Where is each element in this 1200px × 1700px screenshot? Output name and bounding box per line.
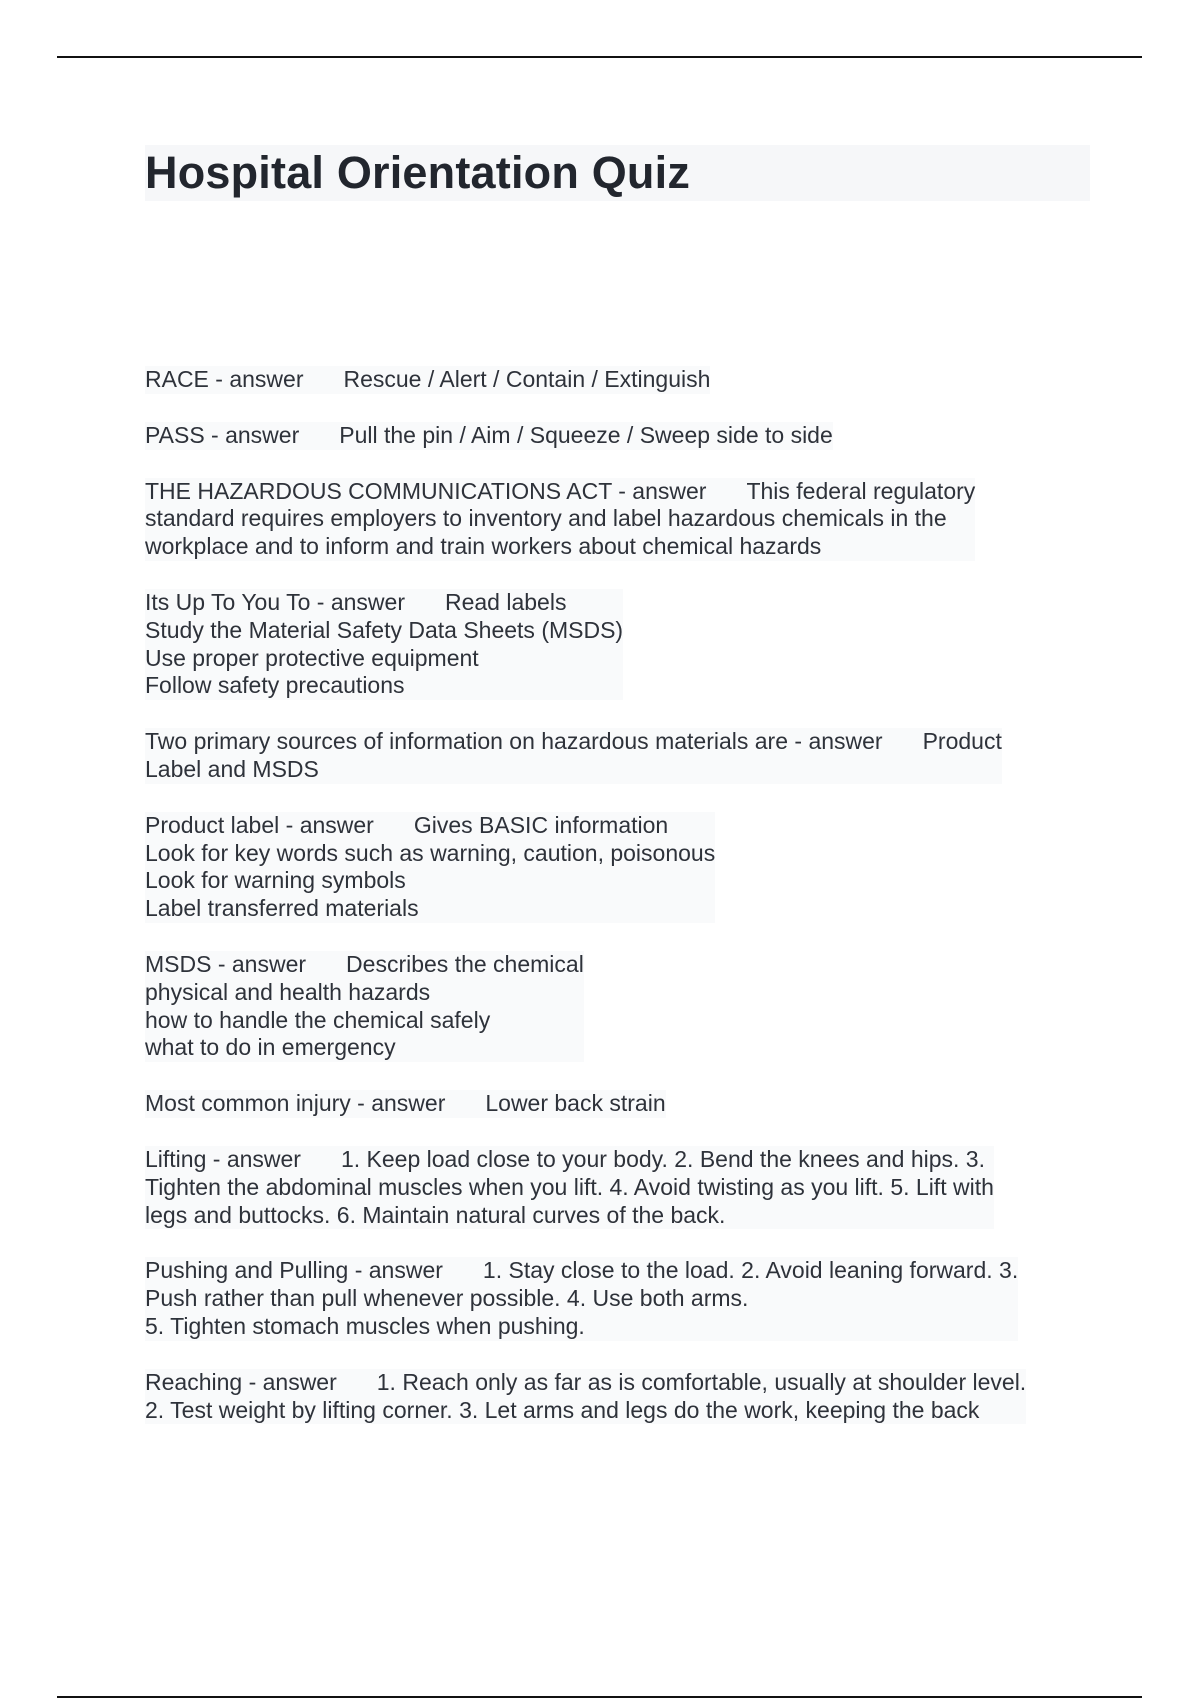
qa-item-pushing-pulling: [145, 1257, 1018, 1340]
question: Product label - answer: [145, 811, 374, 838]
answer: This federal regulatory standard requires employers to inventory and label hazardous chemicals in the workplace and to inform and train workers about chemical hazards: [145, 477, 976, 560]
bottom-rule: [57, 1696, 1142, 1698]
question: Its Up To You To - answer: [145, 588, 405, 615]
question: Most common injury - answer: [145, 1090, 446, 1117]
question: THE HAZARDOUS COMMUNICATIONS ACT - answer: [145, 477, 707, 504]
answer: 1. Keep load close to your body. 2. Bend the knees and hips. 3. Tighten the abdominal muscles when you lift. 4. Avoid twisting as you lift. 5. Lift with legs and buttocks. 6. Maintain natural curves of the back.: [145, 1145, 994, 1228]
page-title: Hospital Orientation Quiz: [145, 147, 691, 198]
question: Pushing and Pulling - answer: [145, 1257, 443, 1284]
qa-item-product-label: [145, 812, 715, 923]
question: RACE - answer: [145, 366, 304, 392]
qa-item-msds: [145, 951, 584, 1062]
qa-item-race: [145, 366, 710, 394]
answer: Product Label and MSDS: [145, 728, 1002, 782]
qa-item-reaching: [145, 1369, 1026, 1425]
question: MSDS - answer: [145, 950, 307, 977]
answer: Pull the pin / Aim / Squeeze / Sweep side to side: [339, 421, 833, 448]
question: Two primary sources of information on hazardous materials are - answer: [145, 728, 883, 755]
question: PASS - answer: [145, 421, 300, 448]
answer: Gives BASIC information Look for key words such as warning, caution, poisonous Look for warning symbols Label transferred materials: [145, 811, 716, 922]
qa-list: [145, 366, 1085, 1452]
answer: Lower back strain: [485, 1090, 666, 1117]
qa-item-sources: [145, 728, 1002, 784]
qa-item-hazcom: [145, 478, 975, 561]
answer: 1. Stay close to the load. 2. Avoid leaning forward. 3. Push rather than pull whenever possible. 4. Use both arms. 5. Tighten stomach muscles when pushing.: [145, 1257, 1019, 1339]
answer: 1. Reach only as far as is comfortable, usually at shoulder level. 2. Test weight by lifting corner. 3. Let arms and legs do the work, keeping the back: [145, 1368, 1027, 1423]
answer: Describes the chemical physical and health hazards how to handle the chemical safely what to do in emergency: [145, 950, 584, 1061]
question: Lifting - answer: [145, 1145, 301, 1172]
top-rule: [57, 56, 1142, 58]
qa-item-common-injury: [145, 1090, 666, 1118]
question: Reaching - answer: [145, 1368, 337, 1395]
answer: Rescue / Alert / Contain / Extinguish: [343, 366, 711, 392]
qa-item-up-to-you: [145, 589, 623, 700]
qa-item-pass: [145, 422, 833, 450]
qa-item-lifting: [145, 1146, 994, 1229]
answer: Read labels Study the Material Safety Data Sheets (MSDS) Use proper protective equipment Follow safety precautions: [145, 588, 624, 699]
